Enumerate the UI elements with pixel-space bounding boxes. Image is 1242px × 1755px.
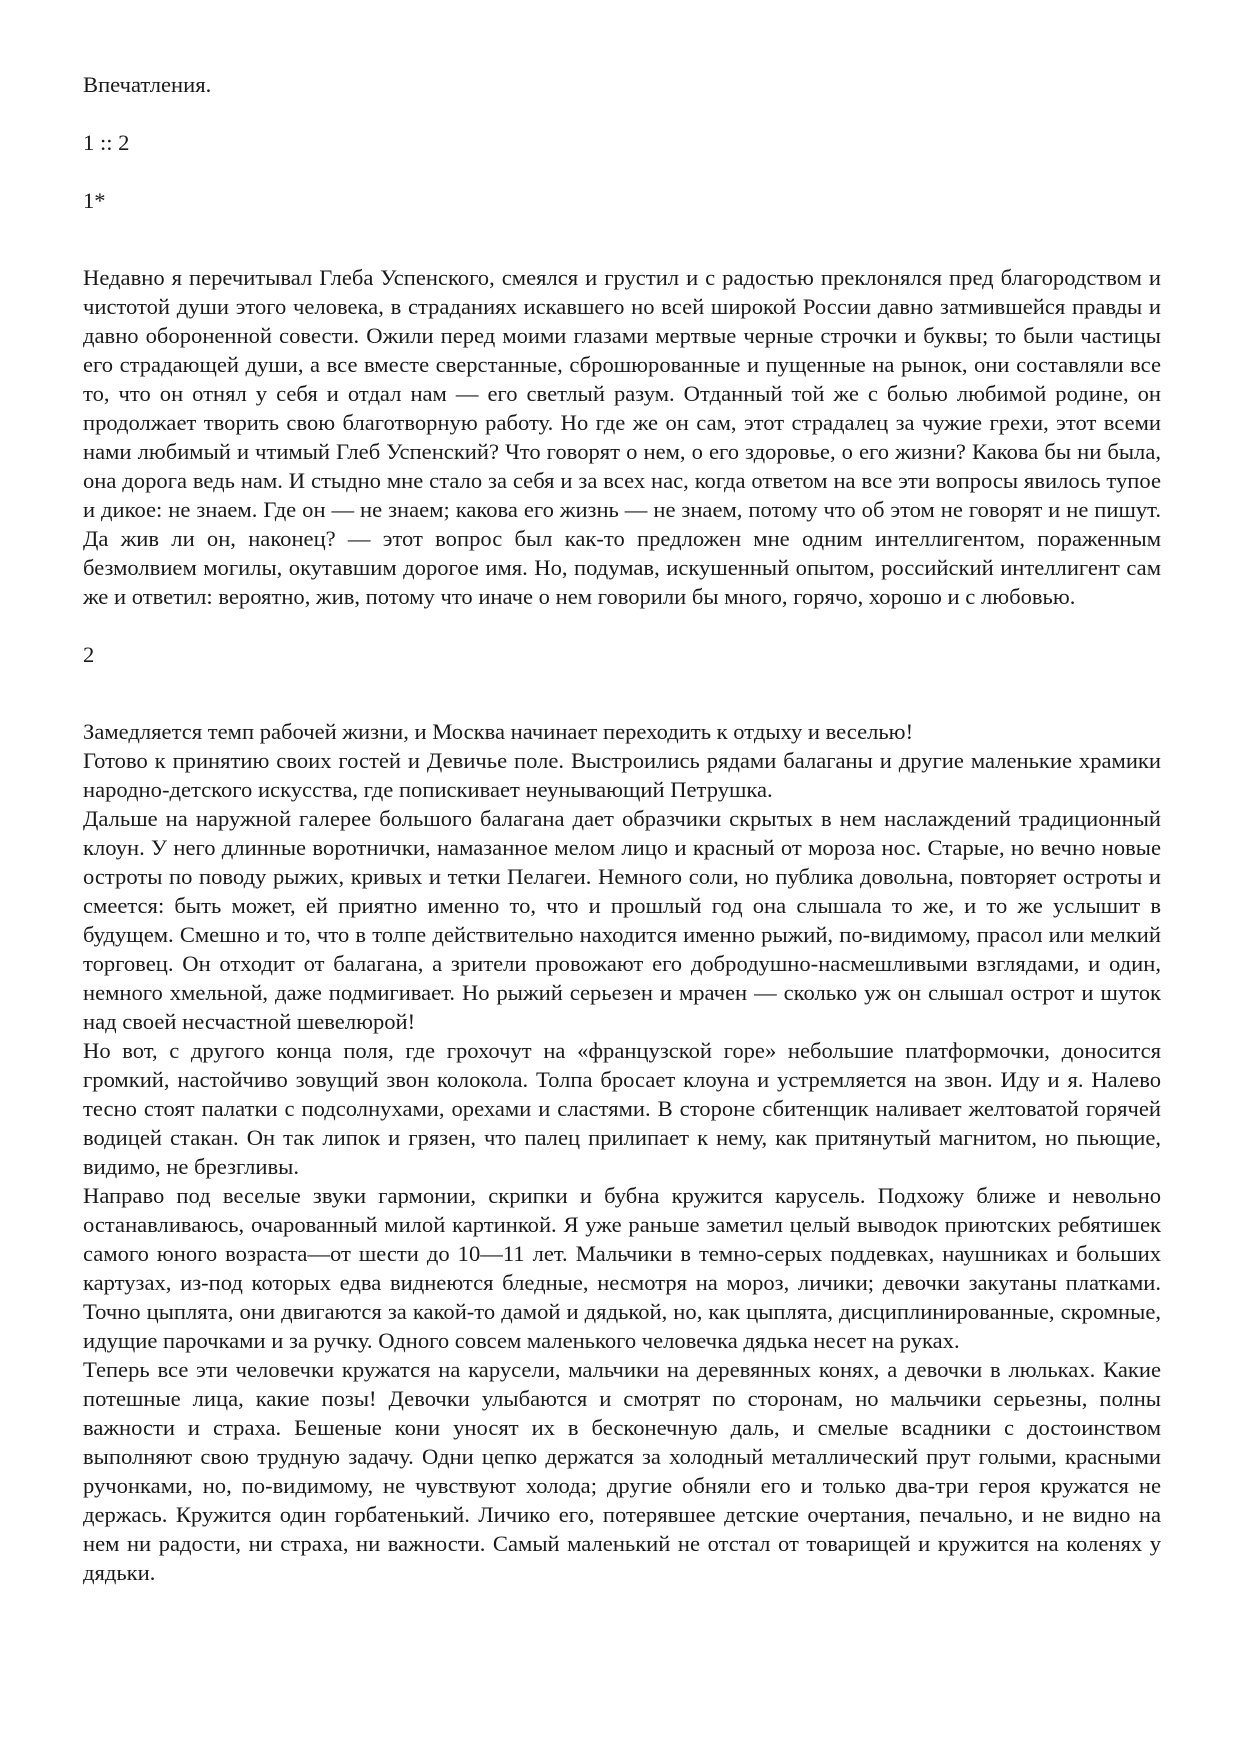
section-2-paragraph: Теперь все эти человечки кружатся на карусели, мальчики на деревянных конях, а девочки в люльках. Какие потешные лица, какие позы! Девочки улыбаются и смотрят по сторонам, но мальчики серьезны, полны важности и страха. Бешеные кони уносят их в бесконечную даль, и смелые всадники с достоинством выполняют свою трудную задачу. Одни цепко держатся за холодный металлический прут голыми, красными ручонками, но, по-видимому, не чувствуют холода; другие обняли его и только два-три героя кружатся не держась. Кружится один горбатенький. Личико его, потерявшее детские очертания, печально, и не видно на нем ни радости, ни страха, ни важности. Самый маленький не отстал от товарищей и кружится на коленях у дядьки. — [83, 1357, 1161, 1585]
section-1-paragraph: Недавно я перечитывал Глеба Успенского, смеялся и грустил и с радостью преклонялся пред благородством и чистотой души этого человека, в страданиях искавшего но всей широкой России давно затмившейся правды и давно обороненной совести. Ожили перед моими глазами мертвые черные строчки и буквы; то были частицы его страдающей души, а все вместе сверстанные, сброшюрованные и пущенные на рынок, они составляли все то, что он отнял у себя и отдал нам — его светлый разум. Отданный той же с болью любимой родине, он продолжает творить свою благотворную работу. Но где же он сам, этот страдалец за чужие грехи, этот всеми нами любимый и чтимый Глеб Успенский? Что говорят о нем, о его здоровье, о его жизни? Какова бы ни была, она дорога ведь нам. И стыдно мне стало за себя и за всех нас, когда ответом на все эти вопросы явилось тупое и дикое: не знаем. Где он — не знаем; какова его жизнь — не знаем, потому что об этом не говорят и не пишут. Да жив ли он, наконец? — этот вопрос был как-то предложен мне одним интеллигентом, пораженным безмолвием могилы, окутавшим дорогое имя. Но, подумав, искушенный опытом, российский интеллигент сам же и ответил: вероятно, жив, потому что иначе о нем говорили бы много, горячо, хорошо и с любовью. — [83, 265, 1161, 609]
document-page — [83, 70, 1161, 1587]
section-2-paragraph: Готово к принятию своих гостей и Девичье поле. Выстроились рядами балаганы и другие маленькие храмики народно-детского искусства, где попискивает неунывающий Петрушка. — [83, 748, 1161, 802]
document-title: Впечатления. — [83, 72, 212, 97]
section-2-paragraph: Направо под веселые звуки гармонии, скрипки и бубна кружится карусель. Подхожу ближе и невольно останавливаюсь, очарованный милой картинкой. Я уже раньше заметил целый выводок приютских ребятишек самого юного возраста—от шести до 10—11 лет. Мальчики в темно-серых поддевках, наушниках и больших картузах, из-под которых едва виднеются бледные, несмотря на мороз, личики; девочки закутаны платками. Точно цыплята, они двигаются за какой-то дамой и дядькой, но, как цыплята, дисциплинированные, скромные, идущие парочками и за ручку. Одного совсем маленького человечка дядька несет на руках. — [83, 1183, 1161, 1353]
chapter-nav: 1 :: 2 — [83, 130, 130, 155]
section-2-paragraph: Замедляется темп рабочей жизни, и Москва начинает переходить к отдыху и веселью! — [83, 719, 914, 744]
section-1-marker: 1* — [83, 188, 106, 213]
section-2-marker: 2 — [83, 642, 95, 667]
section-2-paragraph: Но вот, с другого конца поля, где грохочут на «французской горе» небольшие платформочки, доносится громкий, настойчиво зовущий звон колокола. Толпа бросает клоуна и устремляется на звон. Иду и я. Налево тесно стоят палатки с подсолнухами, орехами и сластями. В стороне сбитенщик наливает желтоватой горячей водицей стакан. Он так липок и грязен, что палец прилипает к нему, как притянутый магнитом, но пьющие, видимо, не брезгливы. — [83, 1038, 1161, 1179]
section-2-paragraph: Дальше на наружной галерее большого балагана дает образчики скрытых в нем наслаждений традиционный клоун. У него длинные воротнички, намазанное мелом лицо и красный от мороза нос. Старые, но вечно новые остроты по поводу рыжих, кривых и тетки Пелагеи. Немного соли, но публика довольна, повторяет остроты и смеется: быть может, ей приятно именно то, что и прошлый год она слышала то же, и то же услышит в будущем. Смешно и то, что в толпе действительно находится именно рыжий, по-видимому, прасол или мелкий торговец. Он отходит от балагана, а зрители провожают его добродушно-насмешливыми взглядами, и один, немного хмельной, даже подмигивает. Но рыжий серьезен и мрачен — сколько уж он слышал острот и шуток над своей несчастной шевелюрой! — [83, 806, 1161, 1034]
